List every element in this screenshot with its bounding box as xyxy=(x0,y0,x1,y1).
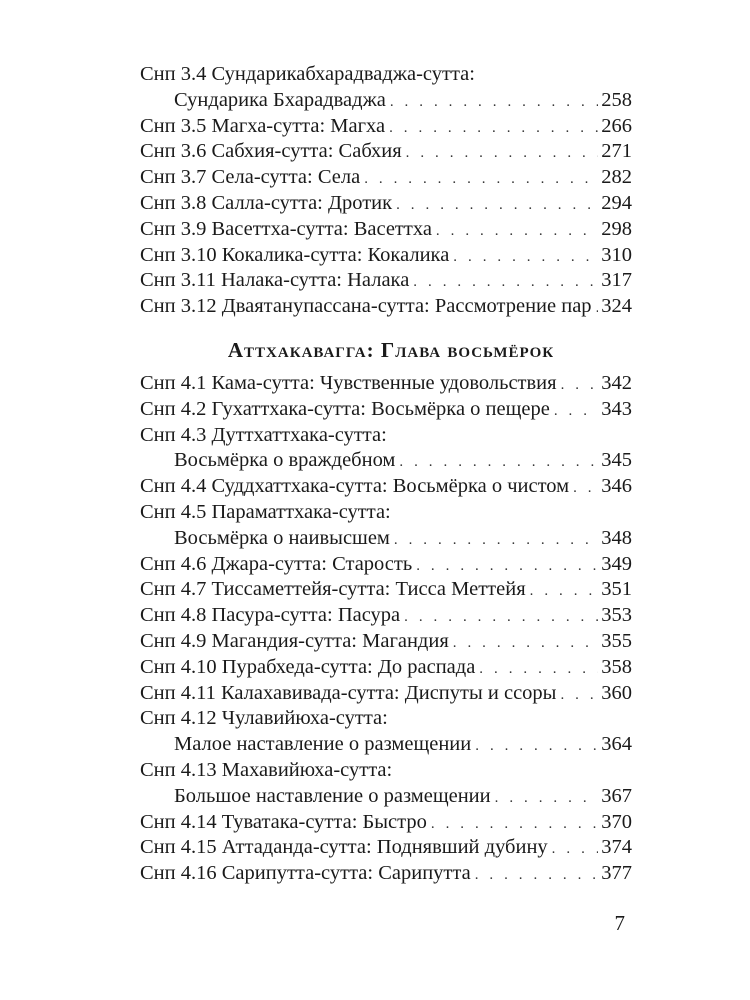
toc-entry xyxy=(140,835,632,861)
toc-entry-title: Снп 4.13 Махавийюха-сутта: xyxy=(140,758,393,781)
toc-entry-title: Снп 4.4 Суддхаттхака-сутта: Восьмёрка о чистом xyxy=(140,475,570,498)
toc-entry-page: 324 xyxy=(601,295,632,318)
toc-entry-title: Снп 3.8 Салла-сутта: Дротик xyxy=(140,191,393,214)
dot-leader xyxy=(479,657,598,683)
toc-entry-page: 348 xyxy=(601,526,632,549)
toc-entry xyxy=(140,139,632,165)
toc-entry xyxy=(140,423,632,449)
toc-entry-title: Снп 3.5 Магха-сутта: Магха xyxy=(140,114,386,137)
toc-entry xyxy=(140,448,632,474)
toc-entry xyxy=(140,629,632,655)
toc-entry-page: 294 xyxy=(601,191,632,214)
toc-entry xyxy=(140,397,632,423)
toc-entry-title: Снп 3.10 Кокалика-сутта: Кокалика xyxy=(140,243,450,266)
toc-entry xyxy=(140,810,632,836)
dot-leader xyxy=(406,141,599,167)
toc-group-chapter-4 xyxy=(140,371,632,887)
toc-entry-page: 282 xyxy=(601,166,632,189)
toc-entry-page: 374 xyxy=(601,836,632,859)
toc-entry-title: Снп 3.11 Налака-сутта: Налака xyxy=(140,269,410,292)
toc-entry-page: 364 xyxy=(601,733,632,756)
toc-entry xyxy=(140,371,632,397)
toc-entry-title: Снп 4.8 Пасура-сутта: Пасура xyxy=(140,604,401,627)
dot-leader xyxy=(560,683,598,709)
toc-entry xyxy=(140,217,632,243)
dot-leader xyxy=(404,605,598,631)
dot-leader xyxy=(436,219,598,245)
toc-entry xyxy=(140,784,632,810)
toc-entry-page: 342 xyxy=(601,371,632,394)
dot-leader xyxy=(561,373,599,399)
toc-entry-page: 353 xyxy=(601,604,632,627)
toc-entry-title: Снп 4.2 Гухаттхака-сутта: Восьмёрка о пещере xyxy=(140,397,550,420)
toc-entry-title: Сундарика Бхарадваджа xyxy=(174,88,386,111)
toc-entry-title: Снп 4.16 Сарипутта-сутта: Сарипутта xyxy=(140,862,471,885)
toc-entry-title: Снп 4.6 Джара-сутта: Старость xyxy=(140,552,413,575)
dot-leader xyxy=(596,296,599,322)
toc-entry-title: Снп 4.3 Дуттхаттхака-сутта: xyxy=(140,423,387,446)
toc-entry-title: Снп 4.11 Калахавивада-сутта: Диспуты и ссоры xyxy=(140,681,557,704)
toc-entry xyxy=(140,165,632,191)
toc-entry-title: Снп 4.9 Магандия-сутта: Магандия xyxy=(140,629,449,652)
toc-entry-title: Снп 4.14 Туватака-сутта: Быстро xyxy=(140,810,427,833)
toc-entry-page: 266 xyxy=(601,114,632,137)
toc-entry-title: Снп 3.4 Сундарикабхарадваджа-сутта: xyxy=(140,63,475,85)
toc-entry xyxy=(140,268,632,294)
toc-entry xyxy=(140,732,632,758)
toc-entry-title: Снп 4.7 Тиссаметтейя-сутта: Тисса Меттейя xyxy=(140,578,526,601)
dot-leader xyxy=(475,863,599,889)
toc-entry-page: 298 xyxy=(601,217,632,240)
toc-entry-page: 345 xyxy=(601,449,632,472)
dot-leader xyxy=(413,270,598,296)
dot-leader xyxy=(453,245,598,271)
toc-entry-title: Большое наставление о размещении xyxy=(174,784,491,807)
toc-entry-page: 310 xyxy=(601,243,632,266)
toc-entry xyxy=(140,681,632,707)
toc-entry-page: 343 xyxy=(601,397,632,420)
dot-leader xyxy=(573,476,598,502)
toc-entry-title: Снп 3.12 Дваятанупассана-сутта: Рассмотрение пар xyxy=(140,295,592,318)
toc-entry-title: Малое наставление о размещении xyxy=(174,733,472,756)
toc-entry-page: 360 xyxy=(601,681,632,704)
dot-leader xyxy=(389,116,598,142)
toc-entry xyxy=(140,758,632,784)
toc-entry-page: 351 xyxy=(601,578,632,601)
toc-entry xyxy=(140,191,632,217)
toc-entry xyxy=(140,88,632,114)
toc-entry xyxy=(140,861,632,887)
toc-entry xyxy=(140,577,632,603)
toc-entry-page: 271 xyxy=(601,140,632,163)
toc-entry xyxy=(140,294,632,320)
toc-entry xyxy=(140,243,632,269)
toc-entry-page: 370 xyxy=(601,810,632,833)
dot-leader xyxy=(453,631,598,657)
section-heading: Аттхакавагга: Глава восьмёрок xyxy=(227,337,555,362)
toc-entry-page: 367 xyxy=(601,784,632,807)
dot-leader xyxy=(364,167,598,193)
toc-entry-title: Восьмёрка о враждебном xyxy=(174,449,396,472)
toc-entry-page: 355 xyxy=(601,629,632,652)
toc-entry-page: 258 xyxy=(601,88,632,111)
table-of-contents xyxy=(140,62,632,887)
dot-leader xyxy=(495,786,599,812)
toc-entry xyxy=(140,114,632,140)
toc-entry-page: 349 xyxy=(601,552,632,575)
dot-leader xyxy=(394,528,598,554)
toc-entry xyxy=(140,526,632,552)
toc-entry-page: 317 xyxy=(601,269,632,292)
dot-leader xyxy=(396,193,598,219)
page-number: 7 xyxy=(614,911,625,935)
dot-leader xyxy=(390,90,598,116)
toc-entry-title: Снп 3.7 Села-сутта: Села xyxy=(140,166,361,189)
dot-leader xyxy=(399,450,598,476)
toc-entry-title: Снп 3.9 Васеттха-сутта: Васеттха xyxy=(140,217,432,240)
toc-entry-title: Восьмёрка о наивысшем xyxy=(174,526,390,549)
toc-entry xyxy=(140,62,632,88)
toc-entry xyxy=(140,603,632,629)
toc-entry xyxy=(140,655,632,681)
toc-entry-title: Снп 4.12 Чулавийюха-сутта: xyxy=(140,707,388,730)
dot-leader xyxy=(554,399,598,425)
toc-entry xyxy=(140,500,632,526)
dot-leader xyxy=(552,837,599,863)
toc-entry-title: Снп 4.1 Кама-сутта: Чувственные удовольствия xyxy=(140,371,557,394)
toc-entry-page: 377 xyxy=(601,862,632,885)
dot-leader xyxy=(530,579,599,605)
toc-entry xyxy=(140,474,632,500)
toc-entry xyxy=(140,706,632,732)
toc-entry-title: Снп 3.6 Сабхия-сутта: Сабхия xyxy=(140,140,402,163)
dot-leader xyxy=(416,554,598,580)
toc-entry xyxy=(140,552,632,578)
dot-leader xyxy=(475,734,598,760)
toc-entry-title: Снп 4.5 Параматтхака-сутта: xyxy=(140,500,391,523)
toc-entry-title: Снп 4.15 Аттаданда-сутта: Поднявший дубину xyxy=(140,836,548,859)
dot-leader xyxy=(431,812,598,838)
toc-entry-page: 358 xyxy=(601,655,632,678)
toc-entry-page: 346 xyxy=(601,475,632,498)
toc-group-chapter-3 xyxy=(140,62,632,320)
toc-entry-title: Снп 4.10 Пурабхеда-сутта: До распада xyxy=(140,655,476,678)
